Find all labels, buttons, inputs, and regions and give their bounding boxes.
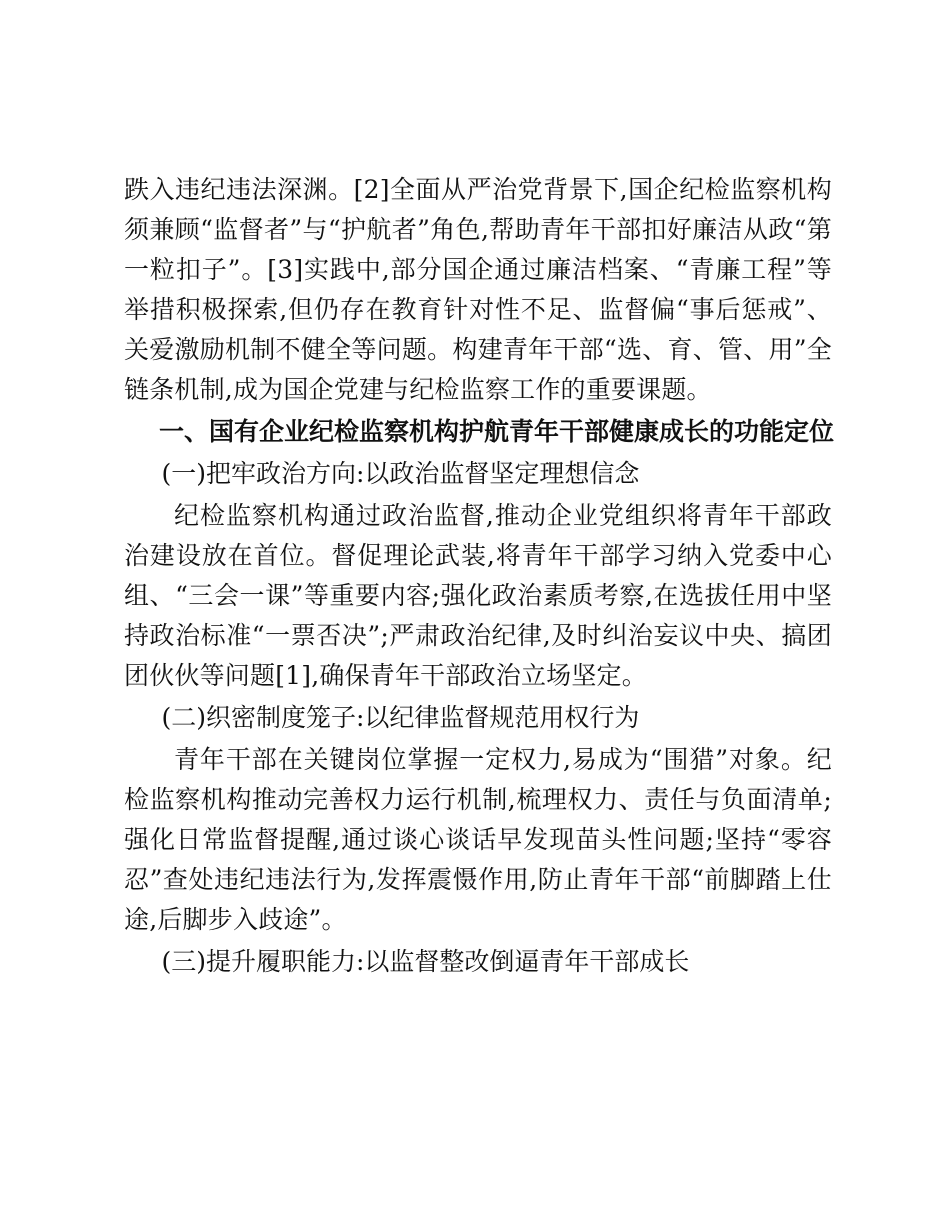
paragraph-1-2: 青年干部在关键岗位掌握一定权力,易成为“围猎”对象。纪检监察机构推动完善权力运行机制,梳理权力、责任与负面清单;强化日常监督提醒,通过谈心谈话早发现苗头性问题;坚持“零容忍”查处违纪违法行为,发挥震慑作用,防止青年干部“前脚踏上仕途,后脚步入歧途”。: [124, 745, 832, 934]
intro-paragraph: 跌入违纪违法深渊。[2]全面从严治党背景下,国企纪检监察机构须兼顾“监督者”与“护航者”角色,帮助青年干部扣好廉洁从政“第一粒扣子”。[3]实践中,部分国企通过廉洁档案、“青廉工程”等举措积极探索,但仍存在教育针对性不足、监督偏“事后惩戒”、关爱激励机制不健全等问题。构建青年干部“选、育、管、用”全链条机制,成为国企党建与纪检监察工作的重要课题。: [124, 175, 832, 404]
section-heading-1: 一、国有企业纪检监察机构护航青年干部健康成长的功能定位: [159, 417, 835, 446]
subsection-heading-1-2: (二)织密制度笼子:以纪律监督规范用权行为: [161, 703, 640, 732]
subsection-heading-1-1: (一)把牢政治方向:以政治监督坚定理想信念: [161, 459, 640, 488]
paragraph-1-1: 纪检监察机构通过政治监督,推动企业党组织将青年干部政治建设放在首位。督促理论武装,将青年干部学习纳入党委中心组、“三会一课”等重要内容;强化政治素质考察,在选拔任用中坚持政治标准“一票否决”;严肃政治纪律,及时纠治妄议中央、搞团团伙伙等问题[1],确保青年干部政治立场坚定。: [124, 501, 832, 690]
subsection-heading-1-3: (三)提升履职能力:以监督整改倒逼青年干部成长: [161, 947, 690, 976]
